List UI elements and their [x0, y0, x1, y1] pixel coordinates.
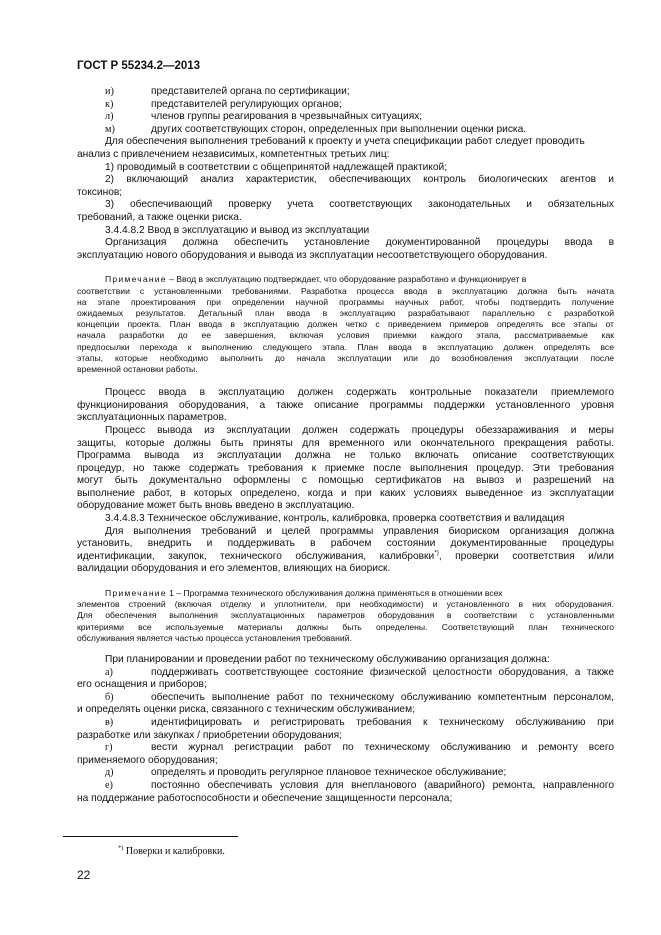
footnote-divider — [63, 836, 238, 837]
list-item — [77, 780, 614, 793]
list-text: поддерживать соответствующее состояние физической целостности оборудования, а также — [151, 666, 614, 678]
note-first-line — [77, 274, 614, 285]
list-item-cont: на поддержание работоспособности и обеспечение защищенности персонала; — [77, 792, 453, 804]
footnote — [118, 846, 225, 857]
note-line: этапы, которые необходимо выполнить до начала эксплуатации или до возобновления эксплуатации после — [77, 352, 614, 363]
document-body — [77, 86, 614, 805]
note-line: начала разработки до ее завершения, включая условия приемки каждого этапа, рассматриваемые как — [77, 330, 614, 341]
list-marker: г) — [105, 742, 113, 754]
list-item — [77, 99, 614, 112]
paragraph-line: функционирования оборудования, а также описание программы поддержки установленного уровня — [77, 399, 614, 411]
list-text: вести журнал регистрации работ по техническому обслуживанию и ремонту всего — [151, 742, 614, 754]
list-item — [77, 111, 614, 124]
list-item — [77, 767, 614, 780]
note-line: критериями все используемые материалы должны быть определены. Соответствующий план технического — [77, 621, 614, 632]
paragraph-line: защиты, которые должны быть приняты для временного или окончательного прекращения работы. — [77, 437, 614, 449]
list-marker: е) — [105, 780, 113, 791]
paragraph-line: Программа вывода из эксплуатации должна не только включать описание соответствующих — [77, 450, 614, 462]
paragraph-line: Для выполнения требований и целей программы управления биориском организация должна — [105, 525, 614, 537]
list-item — [77, 717, 614, 730]
list-item-cont: требований, а также оценки риска. — [77, 211, 242, 223]
list-item — [77, 692, 614, 705]
paragraph-line: Для обеспечения выполнения требований к проекту и учета спецификации работ следует проводить — [105, 136, 585, 148]
text-fragment: идентификации, закупок, технического обслуживания, калибровки — [77, 550, 435, 562]
list-marker: а) — [105, 666, 113, 678]
note-label: Примечание — [105, 274, 167, 285]
list-item: 2) включающий анализ характеристик, обеспечивающих контроль биологических агентов и — [105, 174, 614, 186]
note-line: на этапе проектирования при определении научной программы научных работ, чтобы подтвердить получение — [77, 296, 614, 307]
note-first-line — [77, 588, 614, 599]
footnote-mark: *) — [118, 844, 124, 852]
list-item-cont: токсинов; — [77, 186, 123, 198]
list-text: членов группы реагирования в чрезвычайных ситуациях; — [151, 111, 423, 123]
list-item-cont: и определять оценки риска, связанного с техническим обслуживанием; — [77, 704, 415, 716]
paragraph-line: Организация должна обеспечить установление документированной процедуры ввода в — [105, 237, 614, 249]
paragraph-line: процедур, но также содержать требования к приемке после выполнения процедур. Эти требования — [77, 462, 614, 474]
list-marker: м) — [105, 123, 115, 135]
list-marker: в) — [105, 717, 114, 729]
section-heading: 3.4.4.8.2 Ввод в эксплуатацию и вывод из эксплуатации — [105, 224, 370, 236]
note-text: – Ввод в эксплуатацию подтверждает, что оборудование разработано и функционирует в — [166, 274, 527, 285]
list-item — [77, 667, 614, 680]
list-marker: л) — [105, 111, 114, 123]
list-text: других соответствующих сторон, определенных при выполнении оценки риска. — [151, 123, 527, 135]
footnote-ref: *) — [434, 549, 439, 557]
paragraph-line: анализ с привлечением независимых, компетентных третьих лиц: — [77, 148, 390, 160]
list-item — [77, 742, 614, 755]
note-line: элементов строений (включая отделку и уплотнители, при необходимости) и установленного в них оборудования. — [77, 599, 614, 610]
list-item: 1) проводимый в соответствии с общепринятой надлежащей практикой; — [105, 161, 448, 173]
page-number: 22 — [77, 868, 91, 882]
list-item — [77, 86, 614, 99]
list-text: обеспечить выполнение работ по техническому обслуживанию компетентным персоналом, — [151, 691, 614, 703]
footnote-text: Поверки и калибровки. — [123, 846, 225, 857]
note-block — [77, 588, 614, 644]
paragraph-line: установить, внедрить и поддерживать в рабочем состоянии документированные процедуры — [77, 538, 614, 550]
note-line: обслуживания является частью процесса установления требований. — [77, 632, 352, 643]
list-text: определять и проводить регулярное плановое техническое обслуживание; — [151, 767, 507, 779]
list-marker: д) — [105, 767, 114, 779]
list-item-cont: применяемого оборудования; — [77, 754, 218, 766]
list-item-cont: разработке или закупках / приобретении оборудования; — [77, 729, 342, 741]
doc-header-id: ГОСТ Р 55234.2—2013 — [77, 60, 201, 72]
paragraph-line: выполнение работ, в которых определено, когда и при каких условиях выведенное из эксплуатации — [77, 487, 614, 499]
paragraph-line — [77, 551, 614, 564]
paragraph-line: оборудование может быть вновь введено в эксплуатацию. — [77, 500, 355, 512]
note-line: предпосылки перехода к выполнению следующего этапа. План ввода в эксплуатацию должен определять все — [77, 341, 614, 352]
list-text: идентифицировать и регистрировать требования к техническому обслуживанию при — [151, 717, 614, 729]
list-text: постоянно обеспечивать условия для внепланового (аварийного) ремонта, направленного — [151, 780, 614, 791]
paragraph-line: эксплуатационных параметров. — [77, 412, 227, 424]
list-text: представителей регулирующих органов; — [151, 98, 342, 110]
list-marker: и) — [105, 86, 114, 97]
note-label: Примечание — [105, 588, 167, 599]
note-line: концепции проекта. План ввода в эксплуатацию должен четко с приведением примеров определять все этапы от — [77, 319, 614, 330]
list-item-cont: его оснащения и приборов; — [77, 679, 207, 691]
list-marker: б) — [105, 691, 114, 703]
text-fragment: , проверки соответствия и/или — [438, 550, 614, 562]
paragraph-line: могут быть документально оформлены с помощью сертификатов на вывоз и разрешений на — [77, 475, 614, 487]
list-item: 3) обеспечивающий проверку учета соответствующих законодательных и обязательных — [105, 199, 614, 211]
list-text: представителей органа по сертификации; — [151, 86, 350, 97]
paragraph-line: валидации оборудования и его элементов, влияющих на биориск. — [77, 563, 391, 575]
note-line: соответствии с установленными требованиями. Разработка процесса ввода в эксплуатацию должна быть начата — [77, 285, 614, 296]
note-block — [77, 274, 614, 375]
paragraph-line: При планировании и проведении работ по техническому обслуживанию организация должна: — [105, 654, 550, 666]
note-text: 1 – Программа технического обслуживания должна применяться в отношении всех — [166, 588, 503, 599]
note-line: временной остановки работы. — [77, 363, 198, 374]
paragraph-line: Процесс ввода в эксплуатацию должен содержать контрольные показатели приемлемого — [105, 387, 614, 399]
list-item — [77, 124, 614, 137]
list-marker: к) — [105, 98, 114, 110]
section-heading: 3.4.4.8.3 Техническое обслуживание, контроль, калибровка, проверка соответствия и валидация — [105, 513, 565, 525]
paragraph-line: эксплуатацию нового оборудования и вывода из эксплуатации несоответствующего оборудования. — [77, 249, 548, 261]
note-line: Для обеспечения выполнения эксплуатационных параметров оборудования в соответствии с установленными — [77, 610, 614, 621]
note-line: ожидаемых результатов. Детальный план ввода в эксплуатацию разрабатывают параллельно с разработкой — [77, 307, 614, 318]
paragraph-line: Процесс вывода из эксплуатации должен содержать процедуры обеззараживания и меры — [105, 424, 614, 436]
